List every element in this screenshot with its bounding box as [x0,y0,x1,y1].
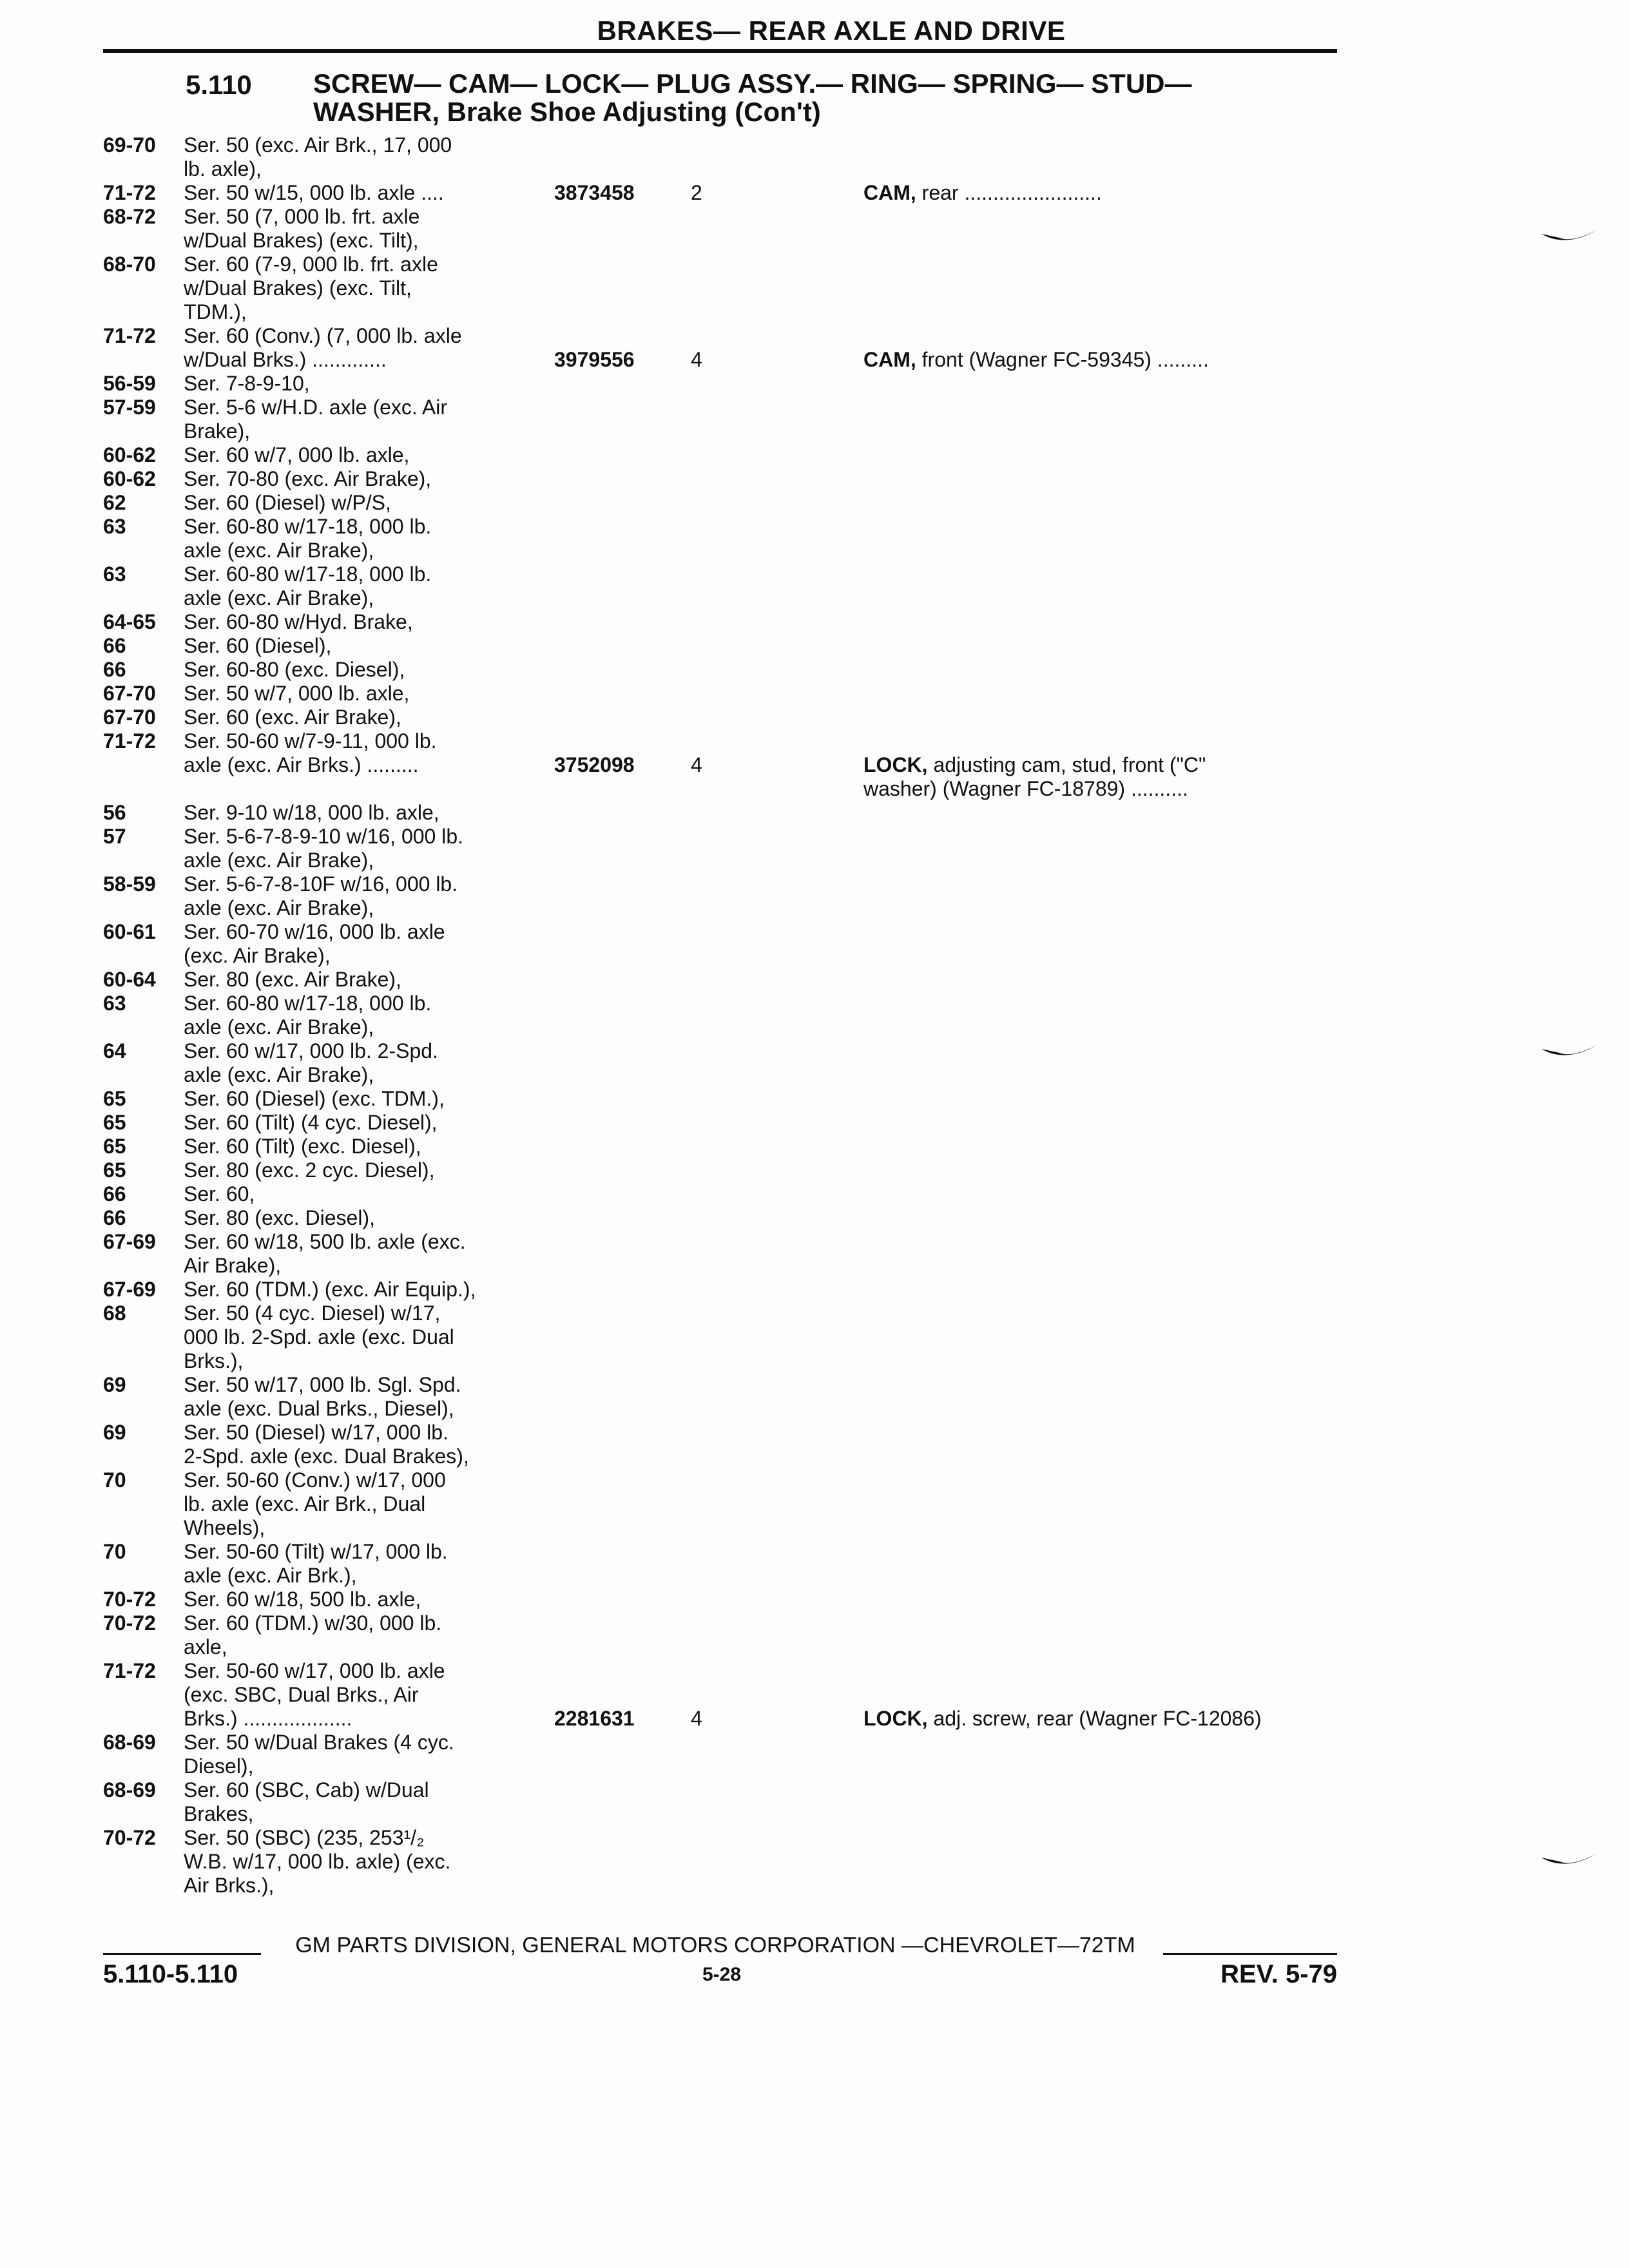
model-years: 60-62 [103,467,156,490]
list-item [103,1373,1327,1421]
quantity: 2 [691,181,702,204]
list-item [103,1778,1327,1826]
model-years: 60-62 [103,443,156,466]
application-description: Ser. 60 (SBC, Cab) w/Dual Brakes, [184,1778,429,1825]
binder-hole-icon [1540,1044,1598,1063]
application-description: Ser. 50 w/7, 000 lb. axle, [184,682,410,705]
model-years: 65 [103,1111,126,1134]
application-description: Ser. 60 (Tilt) (exc. Diesel), [184,1135,421,1158]
model-years: 70-72 [103,1588,156,1611]
application-description: Ser. 60 (Tilt) (4 cyc. Diesel), [184,1111,438,1134]
part-description [863,1707,1327,1731]
list-item [103,729,1327,800]
application-description: Ser. 80 (exc. 2 cyc. Diesel), [184,1158,435,1182]
model-years: 63 [103,992,126,1015]
section-title: SCREW— CAM— LOCK— PLUG ASSY.— RING— SPRING— STUD— WASHER, Brake Shoe Adjusting (Con't) [313,68,1192,127]
model-years: 69 [103,1421,126,1444]
application-description: Ser. 60 (TDM.) (exc. Air Equip.), [184,1278,476,1301]
application-description: Ser. 50-60 (Tilt) w/17, 000 lb. axle (exc. Air Brk.), [184,1540,448,1587]
part-detail: rear ........................ [916,181,1102,204]
model-years: 70-72 [103,1611,156,1635]
model-years: 66 [103,658,126,681]
part-name: LOCK, [863,1707,928,1730]
part-detail: adj. screw, rear (Wagner FC-12086) [927,1707,1262,1730]
list-item [103,1302,1327,1373]
list-item [103,610,1327,634]
model-years: 68-70 [103,253,156,276]
application-description: Ser. 60-80 w/17-18, 000 lb. axle (exc. Air Brake), [184,992,432,1039]
quantity: 4 [691,348,702,371]
list-item [103,396,1327,443]
list-item [103,1230,1327,1278]
model-years: 65 [103,1158,126,1182]
model-years: 68-69 [103,1731,156,1754]
model-years: 68 [103,1302,126,1325]
application-description: Ser. 50 (Diesel) w/17, 000 lb. 2-Spd. axle (exc. Dual Brakes), [184,1421,469,1468]
model-years: 68-72 [103,205,156,228]
part-description [863,753,1327,801]
list-item [103,682,1327,706]
model-years: 70 [103,1468,126,1492]
application-description: Ser. 80 (exc. Air Brake), [184,968,401,991]
application-description: Ser. 60 w/7, 000 lb. axle, [184,443,410,466]
part-description [863,348,1327,372]
list-item [103,658,1327,682]
model-years: 64-65 [103,610,156,633]
list-item [103,1659,1327,1731]
model-years: 60-64 [103,968,156,991]
list-item [103,920,1327,968]
footer-corporation: GM PARTS DIVISION, GENERAL MOTORS CORPORATION —CHEVROLET—72TM [295,1933,1135,1957]
application-description: Ser. 60-80 w/17-18, 000 lb. axle (exc. Air Brake), [184,562,432,610]
application-description: Ser. 50 (SBC) (235, 253¹/₂ W.B. w/17, 000 lb. axle) (exc. Air Brks.), [184,1826,451,1897]
list-item [103,253,1327,324]
footer-section-range: 5.110-5.110 [103,1960,238,1988]
model-years: 65 [103,1087,126,1110]
list-item [103,1135,1327,1158]
application-description: Ser. 60 (Conv.) (7, 000 lb. axle w/Dual Brks.) ............. [184,324,462,371]
application-description: Ser. 5-6-7-8-9-10 w/16, 000 lb. axle (exc. Air Brake), [184,825,464,872]
model-years: 57 [103,825,126,848]
list-item [103,562,1327,610]
list-item [103,1182,1327,1206]
list-item [103,1039,1327,1087]
application-description: Ser. 60 (7-9, 000 lb. frt. axle w/Dual Brakes) (exc. Tilt, TDM.), [184,253,438,323]
model-years: 71-72 [103,324,156,347]
application-description: Ser. 7-8-9-10, [184,372,310,395]
list-item [103,968,1327,992]
model-years: 70-72 [103,1826,156,1849]
application-description: Ser. 60 (Diesel) w/P/S, [184,491,391,514]
part-name: LOCK, [863,753,928,776]
list-item [103,1826,1327,1898]
list-item [103,372,1327,396]
application-description: Ser. 60, [184,1182,255,1206]
application-description: Ser. 60 (Diesel), [184,634,332,657]
quantity: 4 [691,1707,702,1730]
part-description [863,181,1327,205]
model-years: 67-70 [103,682,156,705]
part-detail: front (Wagner FC-59345) ......... [916,348,1209,371]
application-description: Ser. 60-80 w/Hyd. Brake, [184,610,413,633]
part-detail: adjusting cam, stud, front ("C" washer) (Wagner FC-18789) .......... [863,753,1206,800]
model-years: 71-72 [103,729,156,753]
part-number: 3873458 [554,181,635,204]
binder-hole-icon [1540,229,1598,248]
model-years: 63 [103,562,126,586]
application-description: Ser. 60-80 w/17-18, 000 lb. axle (exc. Air Brake), [184,515,432,562]
application-description: Ser. 60-70 w/16, 000 lb. axle (exc. Air Brake), [184,920,445,967]
part-number: 2281631 [554,1707,635,1730]
part-name: CAM, [863,348,916,371]
application-description: Ser. 5-6-7-8-10F w/16, 000 lb. axle (exc. Air Brake), [184,872,458,919]
model-years: 58-59 [103,872,156,896]
model-years: 56 [103,801,126,824]
application-description: Ser. 5-6 w/H.D. axle (exc. Air Brake), [184,396,448,443]
model-years: 56-59 [103,372,156,395]
application-description: Ser. 60 w/18, 500 lb. axle (exc. Air Brake), [184,1230,466,1277]
model-years: 66 [103,1182,126,1206]
model-years: 68-69 [103,1778,156,1802]
list-item [103,1421,1327,1468]
application-description: Ser. 50 (exc. Air Brk., 17, 000 lb. axle), [184,133,452,180]
application-description: Ser. 50 (4 cyc. Diesel) w/17, 000 lb. 2-Spd. axle (exc. Dual Brks.), [184,1302,454,1372]
list-item [103,801,1327,825]
part-number: 3752098 [554,753,635,776]
model-years: 69-70 [103,133,156,157]
list-item [103,443,1327,467]
model-years: 63 [103,515,126,538]
list-item [103,1206,1327,1230]
application-description: Ser. 50-60 (Conv.) w/17, 000 lb. axle (exc. Air Brk., Dual Wheels), [184,1468,446,1539]
header-rule [103,49,1337,53]
footer-rule-right [1163,1953,1337,1955]
model-years: 57-59 [103,396,156,419]
list-item [103,467,1327,491]
model-years: 65 [103,1135,126,1158]
footer-page-number: 5-28 [702,1964,742,1985]
list-item [103,181,1327,205]
list-item [103,1158,1327,1182]
list-item [103,491,1327,515]
list-item [103,133,1327,181]
list-item [103,1468,1327,1540]
model-years: 67-70 [103,706,156,729]
list-item [103,706,1327,729]
application-description: Ser. 60 w/17, 000 lb. 2-Spd. axle (exc. Air Brake), [184,1039,438,1086]
application-description: Ser. 50-60 w/17, 000 lb. axle (exc. SBC, Dual Brks., Air Brks.) ................... [184,1659,445,1730]
list-item [103,1731,1327,1778]
list-item [103,825,1327,872]
model-years: 70 [103,1540,126,1563]
footer-revision: REV. 5-79 [1220,1960,1337,1988]
list-item [103,1588,1327,1611]
application-description: Ser. 50-60 w/7-9-11, 000 lb. axle (exc. Air Brks.) ......... [184,729,437,776]
application-description: Ser. 50 w/17, 000 lb. Sgl. Spd. axle (exc. Dual Brks., Diesel), [184,1373,461,1420]
application-description: Ser. 60 (exc. Air Brake), [184,706,401,729]
application-description: Ser. 50 w/15, 000 lb. axle .... [184,181,444,204]
section-number: 5.110 [186,70,252,100]
application-description: Ser. 60 (TDM.) w/30, 000 lb. axle, [184,1611,442,1658]
list-item [103,1540,1327,1588]
list-item [103,872,1327,920]
list-item [103,1611,1327,1659]
list-item [103,515,1327,562]
footer-rule-left [103,1953,261,1955]
model-years: 67-69 [103,1278,156,1301]
list-item [103,1278,1327,1302]
parts-list [103,133,1327,1898]
model-years: 64 [103,1039,126,1062]
application-description: Ser. 60 w/18, 500 lb. axle, [184,1588,421,1611]
list-item [103,1087,1327,1111]
model-years: 66 [103,1206,126,1229]
page-header-title: BRAKES— REAR AXLE AND DRIVE [597,15,1066,46]
model-years: 60-61 [103,920,156,943]
list-item [103,324,1327,372]
application-description: Ser. 50 (7, 000 lb. frt. axle w/Dual Brakes) (exc. Tilt), [184,205,420,252]
application-description: Ser. 9-10 w/18, 000 lb. axle, [184,801,439,824]
application-description: Ser. 60 (Diesel) (exc. TDM.), [184,1087,445,1110]
list-item [103,992,1327,1039]
application-description: Ser. 60-80 (exc. Diesel), [184,658,405,681]
model-years: 69 [103,1373,126,1396]
model-years: 71-72 [103,1659,156,1682]
list-item [103,205,1327,253]
application-description: Ser. 70-80 (exc. Air Brake), [184,467,432,490]
list-item [103,1111,1327,1135]
list-item [103,634,1327,658]
model-years: 67-69 [103,1230,156,1253]
model-years: 71-72 [103,181,156,204]
application-description: Ser. 80 (exc. Diesel), [184,1206,375,1229]
model-years: 66 [103,634,126,657]
model-years: 62 [103,491,126,514]
application-description: Ser. 50 w/Dual Brakes (4 cyc. Diesel), [184,1731,454,1778]
part-name: CAM, [863,181,916,204]
binder-hole-icon [1540,1852,1598,1872]
part-number: 3979556 [554,348,635,371]
quantity: 4 [691,753,702,776]
